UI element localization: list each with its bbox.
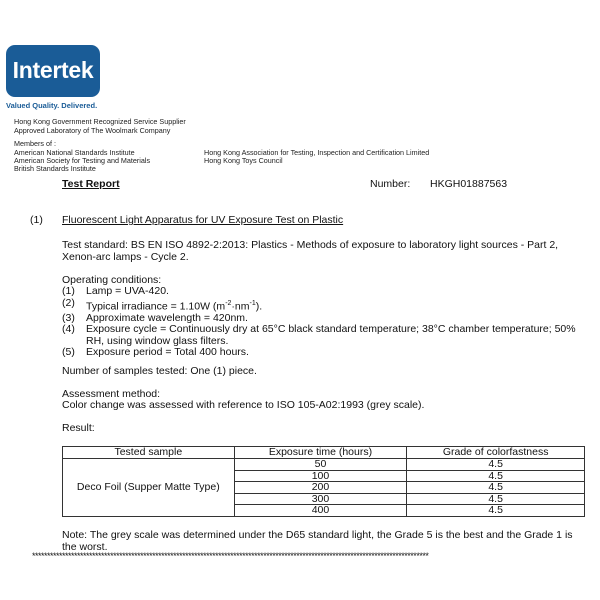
report-number: HKGH01887563 bbox=[430, 178, 508, 190]
operating-conditions-list bbox=[62, 286, 586, 359]
sample-name: Deco Foil (Supper Matte Type) bbox=[63, 459, 235, 517]
condition-item bbox=[62, 347, 586, 359]
grade-cell: 4.5 bbox=[407, 482, 585, 494]
exposure-time-cell: 100 bbox=[234, 470, 407, 482]
condition-text: Approximate wavelength = 420nm. bbox=[86, 311, 248, 324]
exposure-time-cell: 50 bbox=[234, 459, 407, 471]
member-bsi: British Standards Institute bbox=[14, 164, 96, 173]
condition-text: Lamp = UVA-420. bbox=[86, 285, 169, 297]
assessment-method: Color change was assessed with reference to ISO 105-A02:1993 (grey scale). bbox=[62, 399, 425, 411]
condition-irradiance: Typical irradiance = 1.10W $(m^{-2}\cdot nm^{-1})$. bbox=[86, 299, 263, 312]
accreditation-line-1: Hong Kong Government Recognized Service Supplier bbox=[14, 117, 186, 126]
result-label: Result: bbox=[62, 422, 95, 434]
condition-number: (3) bbox=[62, 311, 75, 324]
member-hktic: Hong Kong Association for Testing, Inspection and Certification Limited bbox=[204, 148, 430, 157]
grey-scale-note: Note: The grey scale was determined under the D65 standard light, the Grade 5 is the best and the Grade 1 is the worst. bbox=[62, 529, 573, 553]
member-hk-toys-council: Hong Kong Toys Council bbox=[204, 156, 283, 165]
condition-item bbox=[62, 298, 586, 313]
condition-number: (1) bbox=[62, 285, 75, 297]
grade-cell: 4.5 bbox=[407, 459, 585, 471]
results-table bbox=[62, 446, 585, 517]
test-standard: Test standard: BS EN ISO 4892-2:2013: Plastics - Methods of exposure to laboratory light sources - Part 2, Xenon-arc lamps - Cycle 2. bbox=[62, 239, 559, 263]
table-row bbox=[63, 459, 585, 471]
member-ansi: American National Standards Institute bbox=[14, 148, 135, 157]
section-title: Fluorescent Light Apparatus for UV Exposure Test on Plastic bbox=[62, 214, 344, 226]
grade-cell: 4.5 bbox=[407, 505, 585, 517]
condition-number: (2) bbox=[62, 296, 75, 309]
logo-tagline: Valued Quality. Delivered. bbox=[6, 101, 98, 110]
condition-number: (5) bbox=[62, 346, 75, 358]
report-title: Test Report bbox=[62, 178, 120, 190]
condition-text: Exposure cycle = Continuously dry at 65°C black standard temperature; 38°C chamber temperature; 50% RH, using window glass filters. bbox=[86, 323, 576, 347]
accreditation-line-2: Approved Laboratory of The Woolmark Company bbox=[14, 126, 171, 135]
exposure-time-cell: 400 bbox=[234, 505, 407, 517]
exposure-time-cell: 300 bbox=[234, 493, 407, 505]
grade-cell: 4.5 bbox=[407, 470, 585, 482]
operating-conditions-label: Operating conditions: bbox=[62, 274, 162, 286]
condition-item bbox=[62, 324, 586, 347]
condition-item bbox=[62, 286, 586, 298]
condition-text: Exposure period = Total 400 hours. bbox=[86, 346, 249, 358]
section-number: (1) bbox=[30, 214, 43, 226]
table-header-row bbox=[63, 447, 585, 459]
report-number-label: Number: bbox=[370, 178, 411, 190]
condition-number: (4) bbox=[62, 323, 75, 335]
member-astm: American Society for Testing and Materials bbox=[14, 156, 151, 165]
exposure-time-cell: 200 bbox=[234, 482, 407, 494]
intertek-logo: Intertek bbox=[6, 45, 100, 97]
members-label: Members of : bbox=[14, 139, 56, 148]
grade-cell: 4.5 bbox=[407, 493, 585, 505]
header-exposure-time: Exposure time (hours) bbox=[234, 447, 407, 459]
header-tested-sample: Tested sample bbox=[63, 447, 235, 459]
samples-tested: Number of samples tested: One (1) piece. bbox=[62, 365, 257, 377]
assessment-label: Assessment method: bbox=[62, 388, 161, 400]
header-grade: Grade of colorfastness bbox=[407, 447, 585, 459]
end-separator: ************************************************************************************************************************************ bbox=[32, 552, 429, 561]
